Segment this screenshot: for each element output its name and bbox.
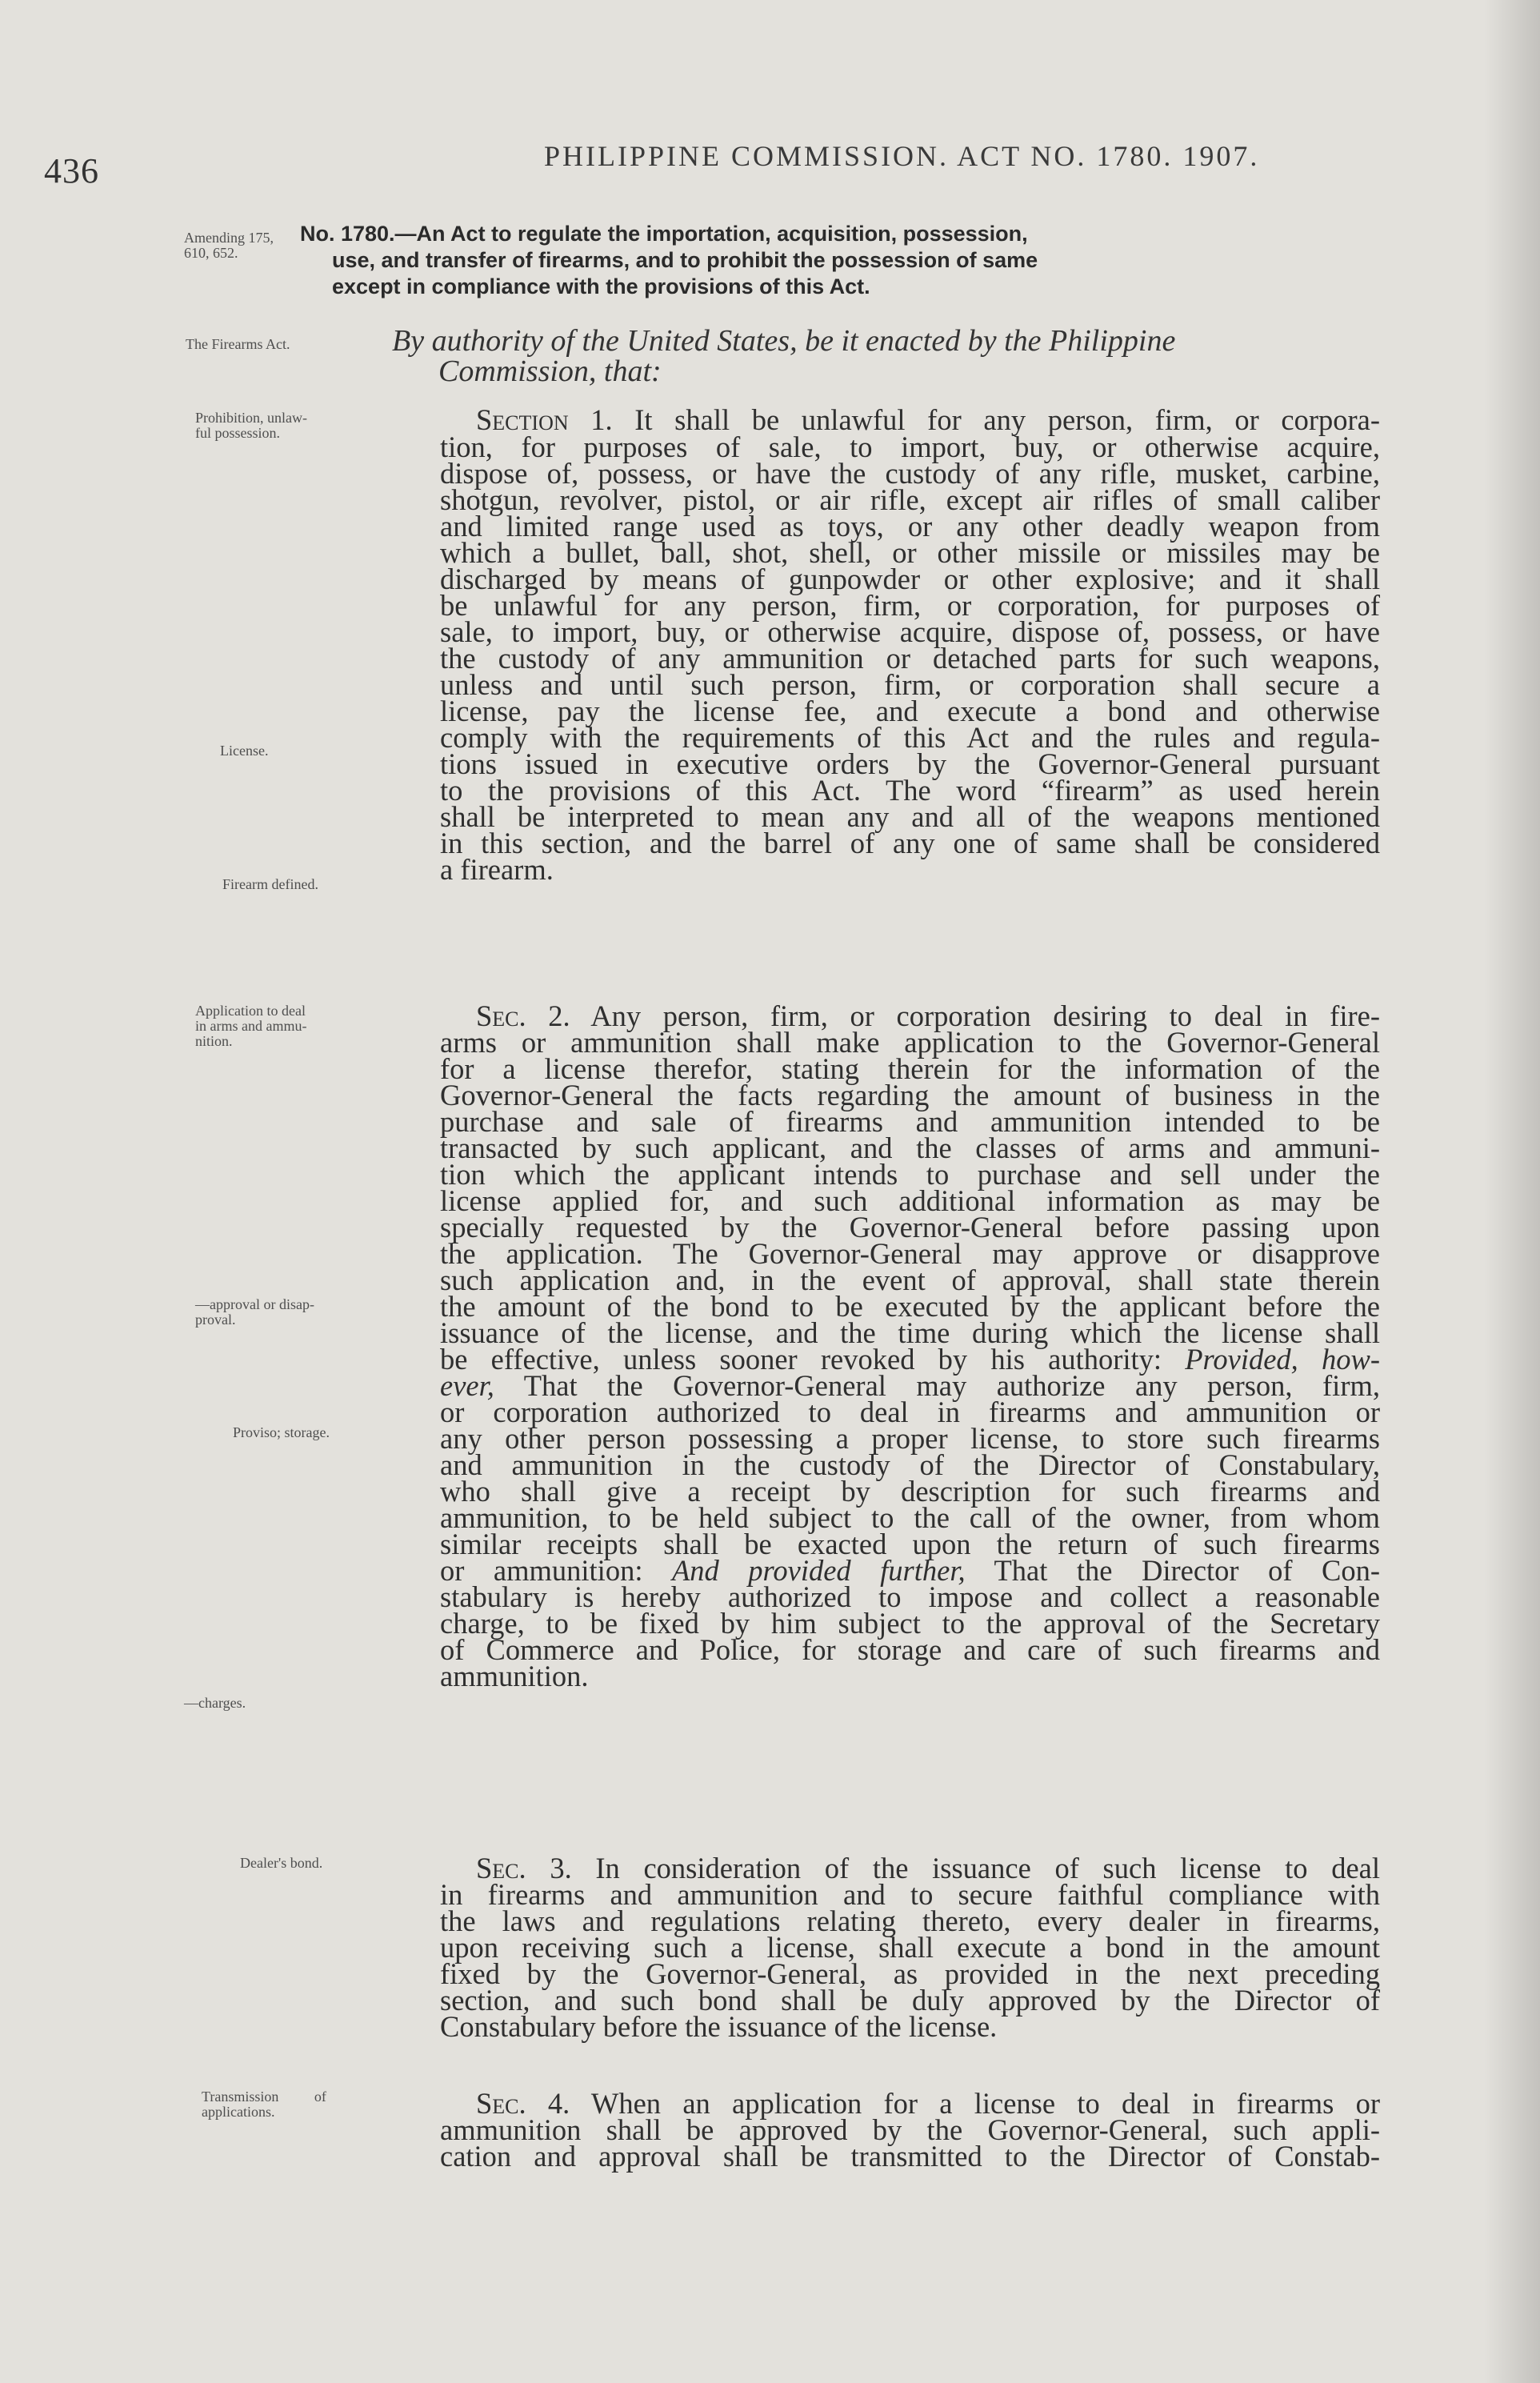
section-2-label: Sec. 2. (476, 999, 570, 1032)
section-1-line-11: license, pay the license fee, and execute a bond and otherwise (440, 695, 1380, 727)
section-2-proviso-text: be effective, unless sooner revoked by his authority: (440, 1343, 1186, 1376)
margin-note-amending-cont: 610, 652. (184, 245, 238, 261)
section-3-line-2: the laws and regulations relating thereto, every dealer in firearms, (440, 1904, 1380, 1937)
section-3-line-5: section, and such bond shall be duly approved by the Director of (440, 1984, 1380, 2017)
margin-note-prohibition-cont: ful possession. (195, 425, 281, 441)
section-2-line-15: or corporation authorized to deal in firearms and ammunition or (440, 1396, 1380, 1428)
act-title-line-1: No. 1780.—An Act to regulate the importation, acquisition, possession, (300, 222, 1028, 246)
section-2-line-7: license applied for, and such additional information as may be (440, 1184, 1380, 1217)
section-2-line-19: ammunition, to be held subject to the call of the owner, from whom (440, 1501, 1380, 1534)
section-4-label: Sec. 4. (476, 2087, 570, 2120)
margin-note-prohibition: Prohibition, unlaw- (195, 410, 307, 426)
section-2-ever-rest: That the Governor-General may authorize any person, firm, (494, 1369, 1380, 1402)
section-2-line-2: for a license therefor, stating therein for the information of the (440, 1052, 1380, 1085)
section-1-line-10: unless and until such person, firm, or corporation shall secure a (440, 668, 1380, 701)
margin-note-application-end: nition. (195, 1033, 233, 1049)
section-2-line-17: and ammunition in the custody of the Director of Constabulary, (440, 1448, 1380, 1481)
section-2-line-12: issuance of the license, and the time during which the license shall (440, 1316, 1380, 1349)
section-1-line-7: be unlawful for any person, firm, or corporation, for purposes of (440, 589, 1380, 622)
margin-note-transmission: Transmission of (202, 2089, 326, 2105)
section-2-line-3: Governor-General the facts regarding the amount of business in the (440, 1079, 1380, 1111)
section-1-label: Section 1. (476, 403, 613, 436)
section-1-heading-line (476, 403, 1380, 436)
margin-note-approval: —approval or disap- (195, 1296, 314, 1312)
section-1-line-9: the custody of any ammunition or detached parts for such weapons, (440, 642, 1380, 675)
act-title-line-2: use, and transfer of firearms, and to prohibit the possession of same (332, 248, 1038, 272)
section-2-further-pre: or ammunition: (440, 1554, 672, 1587)
margin-note-transmission-cont: applications. (202, 2104, 275, 2120)
section-3-line-4: fixed by the Governor-General, as provided in the next preceding (440, 1957, 1380, 1990)
section-1-line-1: tion, for purposes of sale, to import, buy, or otherwise acquire, (440, 431, 1380, 463)
section-3-line-1: in firearms and ammunition and to secure faithful compliance with (440, 1878, 1380, 1911)
margin-note-proviso: Proviso; storage. (233, 1424, 330, 1440)
section-1-line-5: which a bullet, ball, shot, shell, or other missile or missiles may be (440, 536, 1380, 569)
section-4-first-line: When an application for a license to deal in firearms or (570, 2087, 1380, 2120)
section-1-line-4: and limited range used as toys, or any other deadly weapon from (440, 510, 1380, 543)
section-2-line-4: purchase and sale of firearms and ammunition intended to be (440, 1105, 1380, 1138)
margin-note-firearms-act: The Firearms Act. (186, 336, 290, 352)
margin-note-approval-cont: proval. (195, 1312, 236, 1328)
section-2-line-20: similar receipts shall be exacted upon the return of such firearms (440, 1528, 1380, 1560)
section-2-line-6: tion which the applicant intends to purchase and sell under the (440, 1158, 1380, 1191)
section-2-line-9: the application. The Governor-General may approve or disapprove (440, 1237, 1380, 1270)
section-2-line-18: who shall give a receipt by description for such firearms and (440, 1475, 1380, 1508)
page-number: 436 (44, 151, 99, 190)
section-1-first-line: It shall be unlawful for any person, firm, or corpora- (612, 403, 1380, 436)
section-2-line-23: charge, to be fixed by him subject to the approval of the Secretary (440, 1607, 1380, 1640)
section-4-line-2: cation and approval shall be transmitted to the Director of Constab- (440, 2140, 1380, 2173)
section-2-provided-however: Provided, how- (1185, 1343, 1380, 1376)
section-1-line-3: shotgun, revolver, pistol, or air rifle, except air rifles of small caliber (440, 483, 1380, 516)
section-2-line-22: stabulary is hereby authorized to impose and collect a reasonable (440, 1580, 1380, 1613)
section-2-first-line: Any person, firm, or corporation desiring to deal in fire- (570, 999, 1380, 1032)
enacting-clause-line-1: By authority of the United States, be it enacted by the Philippine (392, 324, 1176, 358)
section-2-line-16: any other person possessing a proper license, to store such firearms (440, 1422, 1380, 1455)
section-3-line-6: Constabulary before the issuance of the license. (440, 2010, 998, 2043)
section-1-line-2: dispose of, possess, or have the custody of any rifle, musket, carbine, (440, 457, 1380, 490)
section-2-provided-further: And provided further, (671, 1554, 966, 1587)
margin-note-application: Application to deal (195, 1003, 306, 1019)
section-2-line-24: of Commerce and Police, for storage and care of such firearms and (440, 1633, 1380, 1666)
act-title-line-3: except in compliance with the provisions of this Act. (332, 274, 870, 298)
section-2-line-5: transacted by such applicant, and the classes of arms and ammuni- (440, 1131, 1380, 1164)
margin-note-license: License. (220, 743, 269, 759)
section-2-line-8: specially requested by the Governor-General before passing upon (440, 1211, 1380, 1244)
section-2-further-post: That the Director of Con- (965, 1554, 1380, 1587)
section-1-line-6: discharged by means of gunpowder or other explosive; and it shall (440, 563, 1380, 595)
margin-note-charges: —charges. (184, 1695, 246, 1711)
section-2-line-10: such application and, in the event of approval, shall state therein (440, 1264, 1380, 1296)
margin-note-amending: Amending 175, (184, 230, 274, 246)
section-2-line-1: arms or ammunition shall make application to the Governor-General (440, 1026, 1380, 1059)
section-3-line-3: upon receiving such a license, shall execute a bond in the amount (440, 1931, 1380, 1964)
section-2-line-11: the amount of the bond to be executed by the applicant before the (440, 1290, 1380, 1323)
section-3-first-line: In consideration of the issuance of such license to deal (571, 1852, 1380, 1884)
running-head: PHILIPPINE COMMISSION. ACT NO. 1780. 1907. (544, 140, 1260, 172)
margin-note-dealers-bond: Dealer's bond. (240, 1855, 323, 1871)
section-2-ever: ever, (440, 1369, 494, 1402)
section-1-line-13: tions issued in executive orders by the Governor-General pursuant (440, 747, 1380, 780)
enacting-clause-line-2: Commission, that: (438, 354, 662, 388)
section-1-line-8: sale, to import, buy, or otherwise acquire, dispose of, possess, or have (440, 615, 1380, 648)
section-3-label: Sec. 3. (476, 1852, 572, 1884)
section-1-line-16: in this section, and the barrel of any one of same shall be considered (440, 827, 1380, 859)
section-2-line-25: ammunition. (440, 1660, 589, 1692)
section-1-line-14: to the provisions of this Act. The word “firearm” as used herein (440, 774, 1380, 807)
margin-note-application-cont: in arms and ammu- (195, 1018, 307, 1034)
section-1-line-15: shall be interpreted to mean any and all of the weapons mentioned (440, 800, 1380, 833)
section-4-line-1: ammunition shall be approved by the Governor-General, such appli- (440, 2113, 1380, 2146)
page-spine-shadow (1484, 0, 1540, 2383)
margin-note-firearm-defined: Firearm defined. (222, 876, 318, 892)
section-1-line-17: a firearm. (440, 853, 554, 886)
section-1-line-12: comply with the requirements of this Act and the rules and regula- (440, 721, 1380, 754)
